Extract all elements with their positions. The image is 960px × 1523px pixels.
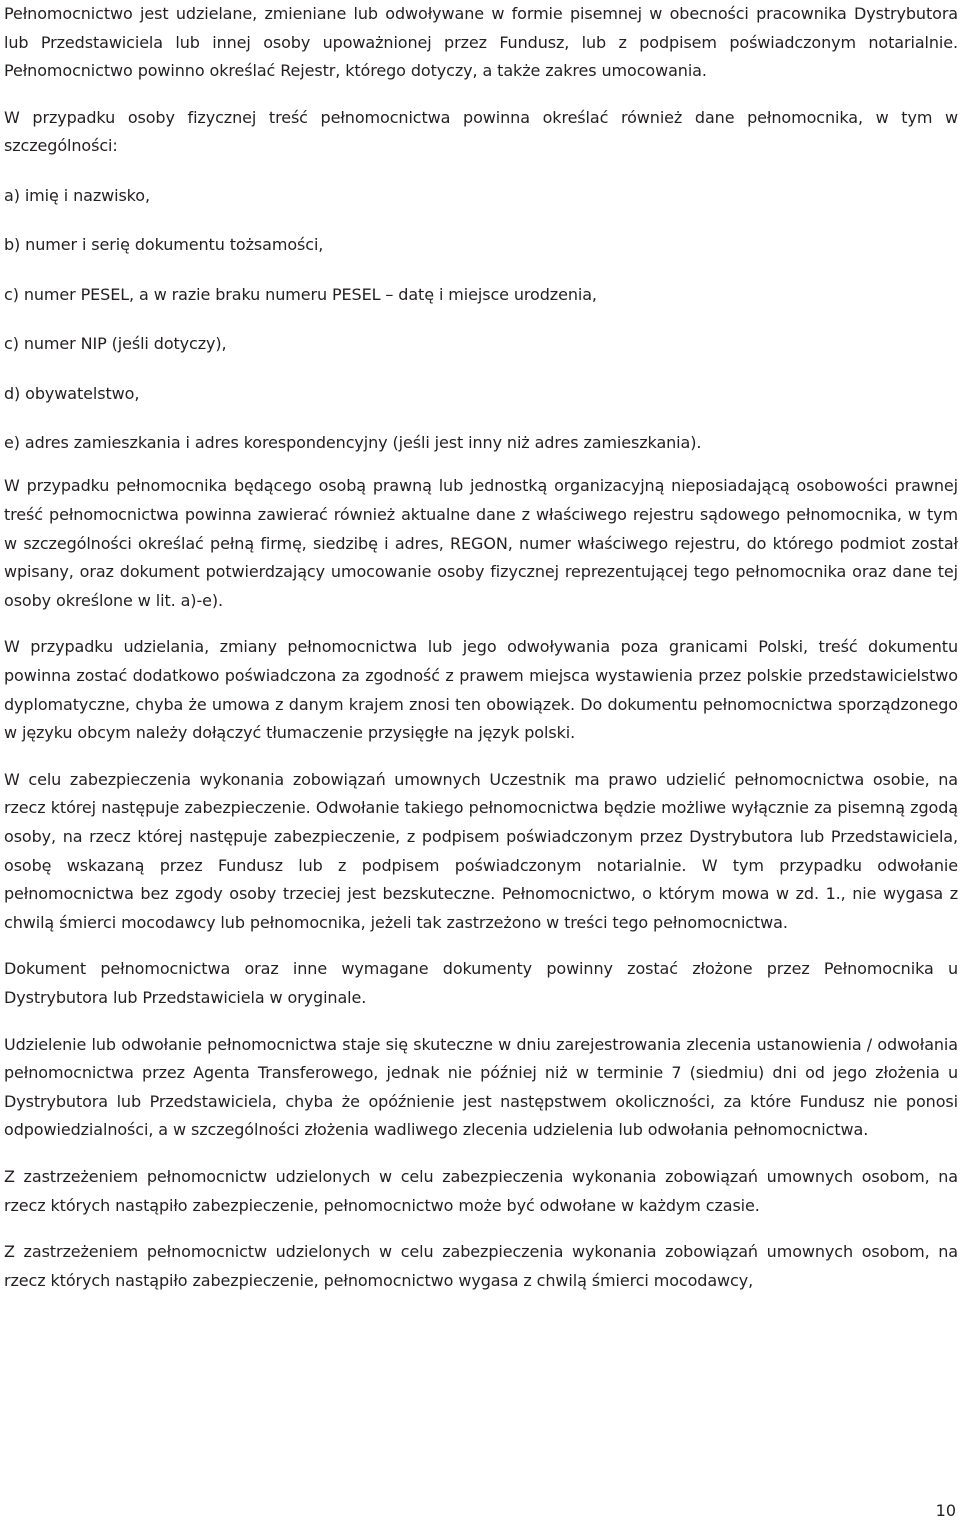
list-item: e) adres zamieszkania i adres korespondencyjny (jeśli jest inny niż adres zamieszkania). xyxy=(4,433,702,453)
list-item: a) imię i nazwisko, xyxy=(4,185,150,205)
list-item: d) obywatelstwo, xyxy=(4,383,140,403)
page-number: 10 xyxy=(935,1501,956,1520)
list-item: c) numer NIP (jeśli dotyczy), xyxy=(4,334,227,354)
paragraph-expiry-on-death: Z zastrzeżeniem pełnomocnictw udzielonych w celu zabezpieczenia wykonania zobowiązań umownych osobom, na rzecz których nastąpiło zabezpieczenie, pełnomocnictwo wygasa z chwilą śmierci mocodawcy, xyxy=(4,1242,958,1290)
paragraph-original-documents: Dokument pełnomocnictwa oraz inne wymagane dokumenty powinny zostać złożone przez Pełnomocnika u Dystrybutora lub Przedstawiciela w oryginale. xyxy=(4,959,958,1007)
document-page xyxy=(4,0,958,1295)
paragraph-natural-person-data: W przypadku osoby fizycznej treść pełnomocnictwa powinna określać również dane pełnomocnika, w tym w szczególności: xyxy=(4,107,958,156)
paragraph-form-of-power-of-attorney: Pełnomocnictwo jest udzielane, zmieniane lub odwoływane w formie pisemnej w obecności pracownika Dystrybutora lub Przedstawiciela lub innej osoby upoważnionej przez Fundusz, lub z podpisem poświadczonym notarialnie. Pełnomocnictwo powinno określać Rejestr, którego dotyczy, a także zakres umocowania. xyxy=(4,4,958,81)
paragraph-security-power-of-attorney: W celu zabezpieczenia wykonania zobowiązań umownych Uczestnik ma prawo udzielić pełnomocnictwa osobie, na rzecz której następuje zabezpieczenie. Odwołanie takiego pełnomocnictwa będzie możliwe wyłącznie za pisemną zgodą osoby, na rzecz której następuje zabezpieczenie, z podpisem poświadczonym przez Dystrybutora lub Przedstawiciela, osobę wskazaną przez Fundusz lub z podpisem poświadczonym notarialnie. W tym przypadku odwołanie pełnomocnictwa bez zgody osoby trzeciej jest bezskuteczne. Pełnomocnictwo, o którym mowa w zd. 1., nie wygasa z chwilą śmierci mocodawcy lub pełnomocnika, jeżeli tak zastrzeżono w treści tego pełnomocnictwa. xyxy=(4,769,958,932)
list-item: b) numer i serię dokumentu tożsamości, xyxy=(4,235,324,255)
paragraph-effective-date: Udzielenie lub odwołanie pełnomocnictwa staje się skuteczne w dniu zarejestrowania zlecenia ustanowienia / odwołania pełnomocnictwa przez Agenta Transferowego, jednak nie później niż w terminie 7 (siedmiu) dni od jego złożenia u Dystrybutora lub Przedstawiciela, chyba że opóźnienie jest następstwem okoliczności, za które Fundusz nie ponosi odpowiedzialności, a w szczególności złożenia wadliwego zlecenia udzielenia lub odwołania pełnomocnictwa. xyxy=(4,1034,958,1140)
list-item: c) numer PESEL, a w razie braku numeru PESEL – datę i miejsce urodzenia, xyxy=(4,284,597,304)
attorney-data-list xyxy=(4,182,958,458)
paragraph-legal-person-attorney: W przypadku pełnomocnika będącego osobą prawną lub jednostką organizacyjną nieposiadającą osobowości prawnej treść pełnomocnictwa powinna zawierać również aktualne dane z właściwego rejestru sądowego pełnomocnika, w tym w szczególności określać pełną firmę, siedzibę i adres, REGON, numer właściwego rejestru, do którego podmiot został wpisany, oraz dokument potwierdzający umocowanie osoby fizycznej reprezentującej tego pełnomocnika oraz dane tej osoby określone w lit. a)-e). xyxy=(4,476,958,610)
paragraph-revocation-any-time: Z zastrzeżeniem pełnomocnictw udzielonych w celu zabezpieczenia wykonania zobowiązań umownych osobom, na rzecz których nastąpiło zabezpieczenie, pełnomocnictwo może być odwołane w każdym czasie. xyxy=(4,1166,958,1215)
paragraph-abroad-power-of-attorney: W przypadku udzielania, zmiany pełnomocnictwa lub jego odwoływania poza granicami Polski, treść dokumentu powinna zostać dodatkowo poświadczona za zgodność z prawem miejsca wystawienia przez polskie przedstawicielstwo dyplomatyczne, chyba że umowa z danym krajem znosi ten obowiązek. Do dokumentu pełnomocnictwa sporządzonego w języku obcym należy dołączyć tłumaczenie przysięgłe na język polski. xyxy=(4,637,958,743)
